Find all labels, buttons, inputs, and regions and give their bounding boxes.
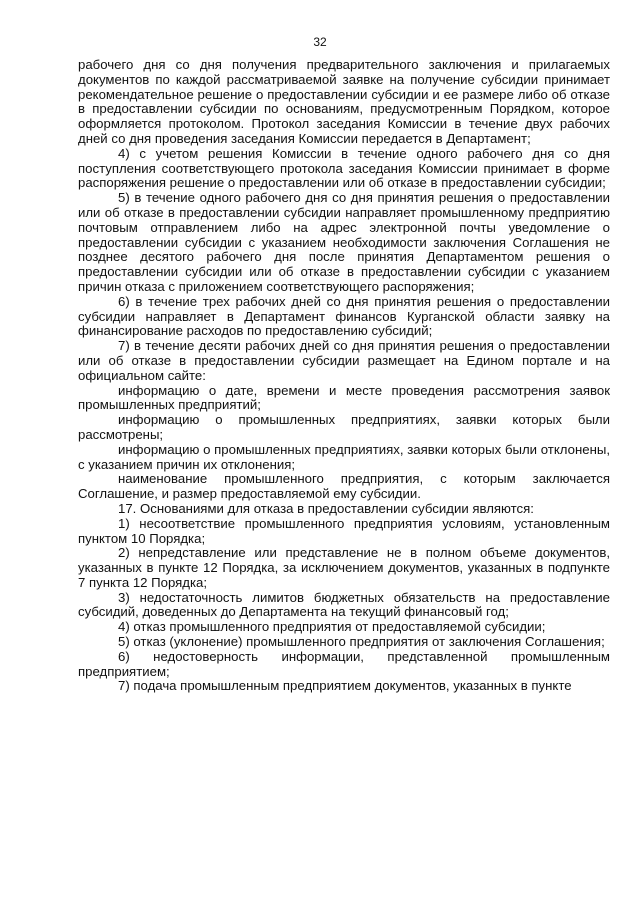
paragraph-item-4: 4) с учетом решения Комиссии в течение одного рабочего дня со дня поступления соответствующего протокола заседания Комиссии принимает в форме распоряжения решение о предоставлении или об отказе в предоставлении субсидии; — [78, 145, 610, 191]
paragraph-reason-3: 3) недостаточность лимитов бюджетных обязательств на предоставление субсидий, доведенных до Департамента на текущий финансовый год; — [78, 589, 610, 620]
paragraph-reason-2: 2) непредставление или представление не в полном объеме документов, указанных в пункте 12 Порядка, за исключением документов, указанных в подпункте 7 пункта 12 Порядка; — [78, 545, 610, 590]
paragraph-reason-6: 6) недостоверность информации, представленной промышленным предприятием; — [78, 648, 610, 679]
page-number: 32 — [313, 35, 327, 49]
paragraph-item-6: 6) в течение трех рабочих дней со дня принятия решения о предоставлении субсидии направляет в Департамент финансов Курганской области заявку на финансирование расходов по предоставлению субсидий; — [78, 293, 610, 339]
paragraph-reason-7: 7) подача промышленным предприятием документов, указанных в пункте — [118, 678, 572, 694]
paragraph-info-reviewed: информацию о промышленных предприятиях, заявки которых были рассмотрены; — [78, 412, 610, 442]
paragraph-section-17: 17. Основаниями для отказа в предоставлении субсидии являются: — [118, 500, 534, 516]
paragraph-reason-1: 1) несоответствие промышленного предприятия условиям, установленным пунктом 10 Порядка; — [78, 515, 610, 546]
paragraph-info-rejected: информацию о промышленных предприятиях, заявки которых были отклонены, с указанием причин их отклонения; — [78, 441, 610, 472]
paragraph-reason-5: 5) отказ (уклонение) промышленного предприятия от заключения Соглашения; — [118, 634, 605, 650]
paragraph-item-7: 7) в течение десяти рабочих дней со дня принятия решения о предоставлении или об отказе в предоставлении субсидии размещает на Едином портале и на официальном сайте: — [78, 338, 610, 383]
paragraph-info-agreement: наименование промышленного предприятия, с которым заключается Соглашение, и размер предоставляемой ему субсидии. — [78, 471, 610, 502]
paragraph-item-5: 5) в течение одного рабочего дня со дня принятия решения о предоставлении или об отказе в предоставлении субсидии направляет промышленному предприятию почтовым отправлением либо на адрес электронной почты уведомление о предоставлении субсидии с указанием необходимости заключения Соглашения не позднее десятого рабочего дня после принятия Департаментом решения о предоставлении субсидии или об отказе в предоставлении субсидии с указанием причин отказа с приложением соответствующего распоряжения; — [78, 190, 610, 294]
document-body — [78, 58, 610, 694]
paragraph-reason-4: 4) отказ промышленного предприятия от предоставляемой субсидии; — [118, 619, 546, 635]
paragraph-continuation: рабочего дня со дня получения предварительного заключения и прилагаемых документов по каждой рассматриваемой заявке на получение субсидии принимает рекомендательное решение о предоставлении субсидии и ее размере либо об отказе в предоставлении субсидии по основаниям, предусмотренным Порядком, которое оформляется протоколом. Протокол заседания Комиссии в течение двух рабочих дней со дня проведения заседания Комиссии передается в Департамент; — [78, 57, 610, 146]
paragraph-info-date: информацию о дате, времени и месте проведения рассмотрения заявок промышленных предприятий; — [78, 382, 610, 413]
